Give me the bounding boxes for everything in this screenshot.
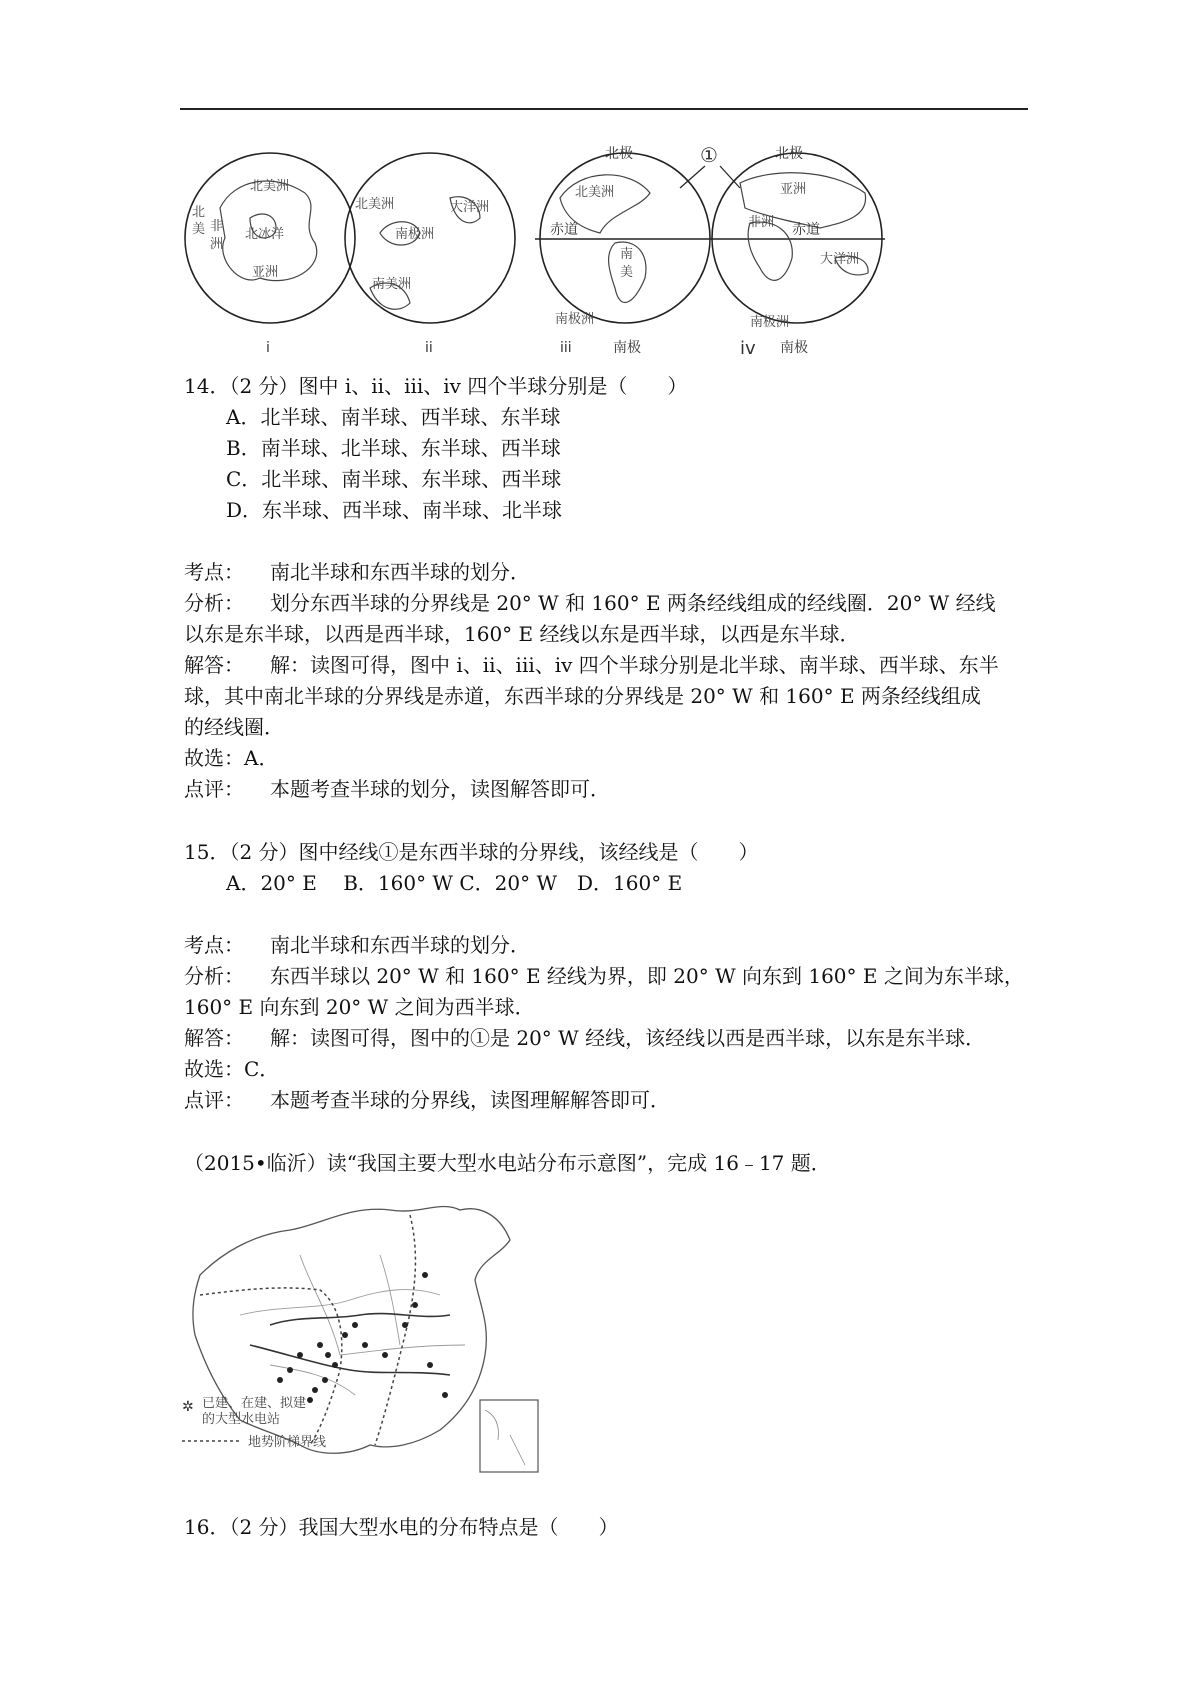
q14-fenxi: [184, 591, 996, 615]
terrain-step-line-2: [375, 1215, 415, 1445]
q14-dianping: [184, 777, 610, 801]
q14-guxuan: 故选：A．: [184, 746, 279, 770]
hemisphere-iv-circle: [712, 153, 882, 323]
svg-text:北冰洋: 北冰洋: [245, 227, 285, 242]
header-rule: [180, 108, 1028, 110]
hydropower-map-svg: [180, 1195, 550, 1495]
q14-fenxi-text-2: 以东是东半球，以西是西半球，160° E 经线以东是西半球，以西是东半球．: [184, 622, 860, 646]
q14-fenxi-text-1: 划分东西半球的分界线是 20° W 和 160° E 两条经线组成的经线圈．20° W 经线: [270, 591, 996, 615]
svg-text:非洲: 非洲: [748, 215, 775, 230]
svg-text:大洋洲: 大洋洲: [450, 200, 490, 215]
q14-jieda-text-1: 解：读图可得，图中 i、ii、iii、iv 四个半球分别是北半球、南半球、西半球、东半: [270, 653, 999, 677]
svg-text:北美洲: 北美洲: [575, 185, 615, 200]
q15-guxuan: 故选：C．: [184, 1057, 280, 1081]
q14-fenxi-label: 分析：: [184, 591, 244, 615]
svg-text:南极洲: 南极洲: [750, 315, 790, 330]
north-pole-label-iii: 北极: [605, 146, 633, 162]
svg-text:南极洲: 南极洲: [395, 227, 435, 242]
svg-text:非: 非: [210, 219, 224, 234]
hemisphere-label-iii: iii: [560, 340, 572, 356]
q15-stem: 15．（2 分）图中经线①是东西半球的分界线，该经线是（ ）: [184, 840, 759, 864]
q15-jieda: [184, 1026, 985, 1050]
hemisphere-label-iv: iv: [740, 338, 756, 359]
q15-dianping-label: 点评：: [184, 1088, 244, 1112]
q14-jieda-label: 解答：: [184, 653, 244, 677]
south-pole-label-iii: 南极: [613, 340, 641, 356]
svg-text:南: 南: [620, 247, 634, 262]
q15-kaodian-label: 考点：: [184, 933, 244, 957]
q14-jieda: [184, 653, 999, 677]
hemispheres-figure: [180, 138, 900, 368]
q15-jieda-label: 解答：: [184, 1026, 244, 1050]
hemisphere-label-ii: ii: [425, 340, 433, 356]
q15-jieda-text-1: 解：读图可得，图中的①是 20° W 经线，该经线以西是西半球，以东是东半球．: [270, 1026, 986, 1050]
svg-text:北美洲: 北美洲: [250, 179, 290, 194]
q14-dianping-text: 本题考查半球的划分，读图解答即可．: [270, 777, 610, 801]
svg-text:北: 北: [192, 205, 206, 220]
q14-stem: 14．（2 分）图中 i、ii、iii、iv 四个半球分别是（ ）: [184, 374, 688, 398]
q14-option-c: C．北半球、南半球、东半球、西半球: [226, 467, 562, 491]
q16-intro: （2015•临沂）读“我国主要大型水电站分布示意图”，完成 16﹣17 题．: [184, 1151, 831, 1175]
q15-fenxi: [184, 964, 1024, 988]
q15-fenxi-label: 分析：: [184, 964, 244, 988]
hydropower-map-figure: [180, 1195, 550, 1495]
q16-stem: 16．（2 分）我国大型水电的分布特点是（ ）: [184, 1515, 619, 1539]
q15-fenxi-text-1: 东西半球以 20° W 和 160° E 经线为界，即 20° W 向东到 160° E 之间为东半球，: [270, 964, 1024, 988]
q14-jieda-text-3: 的经线圈．: [184, 715, 284, 739]
svg-text:南美洲: 南美洲: [372, 277, 412, 292]
q15-fenxi-text-2: 160° E 向东到 20° W 之间为西半球．: [184, 995, 535, 1019]
equator-label-iv: 赤道: [792, 222, 820, 238]
hemisphere-label-i: i: [266, 340, 270, 356]
q15-kaodian-text: 南北半球和东西半球的划分．: [270, 933, 530, 957]
hemisphere-iv-africa: [748, 222, 792, 280]
equator-label: 赤道: [550, 222, 578, 238]
hemispheres-svg: [180, 138, 900, 368]
svg-text:大洋洲: 大洋洲: [820, 252, 860, 267]
legend-hydropower-line2: 的大型水电站: [202, 1412, 281, 1427]
meridian-marker: ①: [700, 143, 718, 167]
svg-text:北美洲: 北美洲: [355, 197, 395, 212]
river-yangtze: [250, 1345, 450, 1375]
q14-option-a: A．北半球、南半球、西半球、东半球: [226, 405, 561, 429]
q15-options: A．20° E B．160° W C．20° W D．160° E: [226, 871, 683, 895]
south-china-sea-inset: [480, 1400, 538, 1472]
north-pole-label-iv: 北极: [775, 146, 803, 162]
q14-jieda-text-2: 球，其中南北半球的分界线是赤道，东西半球的分界线是 20° W 和 160° E 两条经线组成: [184, 684, 981, 708]
south-pole-label-iv: 南极: [780, 340, 808, 356]
svg-text:亚洲: 亚洲: [252, 265, 279, 280]
q15-dianping: [184, 1088, 670, 1112]
legend-hydropower-line1: 已建、在建、拟建: [202, 1396, 307, 1411]
svg-text:美: 美: [620, 265, 634, 280]
q14-dianping-label: 点评：: [184, 777, 244, 801]
q14-kaodian-text: 南北半球和东西半球的划分．: [270, 560, 530, 584]
q15-dianping-text: 本题考查半球的分界线，读图理解解答即可．: [270, 1088, 670, 1112]
legend-terrain-label: 地势阶梯界线: [248, 1435, 327, 1450]
q15-kaodian: [184, 933, 530, 957]
svg-text:南极洲: 南极洲: [555, 312, 595, 327]
q14-option-b: B．南半球、北半球、东半球、西半球: [226, 436, 561, 460]
q14-kaodian: [184, 560, 530, 584]
hydropower-legend-icon: ✲: [182, 1399, 194, 1415]
svg-text:洲: 洲: [210, 237, 224, 252]
q14-option-d: D．东半球、西半球、南半球、北半球: [226, 498, 563, 522]
svg-text:美: 美: [192, 222, 206, 237]
svg-text:亚洲: 亚洲: [780, 182, 807, 197]
q14-kaodian-label: 考点：: [184, 560, 244, 584]
river-yellow: [270, 1314, 450, 1325]
hemisphere-iii-circle: [540, 153, 710, 323]
